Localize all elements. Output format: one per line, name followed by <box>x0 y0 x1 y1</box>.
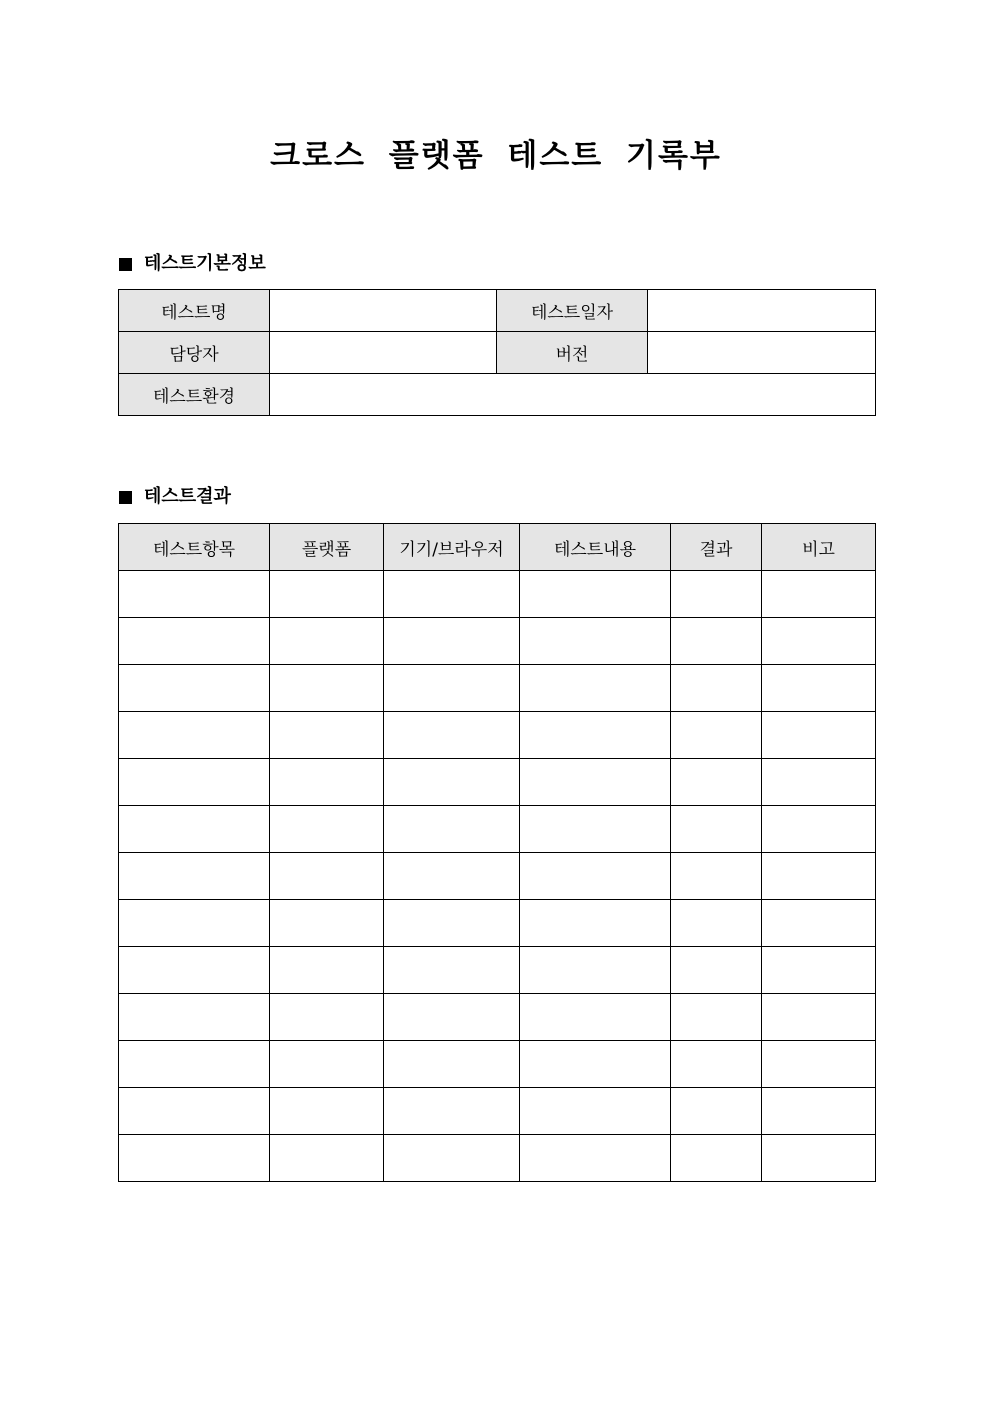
device-browser-cell[interactable] <box>384 900 520 947</box>
device-browser-cell[interactable] <box>384 1088 520 1135</box>
table-row <box>119 759 876 806</box>
table-row <box>119 712 876 759</box>
notes-cell[interactable] <box>762 1088 876 1135</box>
result-cell[interactable] <box>671 1135 762 1182</box>
results-table <box>118 523 876 1182</box>
platform-cell[interactable] <box>270 853 384 900</box>
platform-cell[interactable] <box>270 618 384 665</box>
device-browser-cell[interactable] <box>384 665 520 712</box>
test-content-cell[interactable] <box>520 994 671 1041</box>
platform-cell[interactable] <box>270 571 384 618</box>
section-heading-results <box>119 485 231 509</box>
device-browser-cell[interactable] <box>384 712 520 759</box>
section-heading-label: 테스트결과 <box>144 486 231 507</box>
device-browser-cell[interactable] <box>384 1041 520 1088</box>
table-row <box>119 1041 876 1088</box>
basic-info-row <box>119 374 876 416</box>
basic-info-row <box>119 290 876 332</box>
test-content-cell[interactable] <box>520 571 671 618</box>
result-cell[interactable] <box>671 665 762 712</box>
notes-cell[interactable] <box>762 947 876 994</box>
test-content-cell[interactable] <box>520 759 671 806</box>
platform-cell[interactable] <box>270 1088 384 1135</box>
notes-cell[interactable] <box>762 665 876 712</box>
device-browser-cell[interactable] <box>384 806 520 853</box>
result-cell[interactable] <box>671 947 762 994</box>
test-item-cell[interactable] <box>119 618 270 665</box>
result-cell[interactable] <box>671 1088 762 1135</box>
notes-cell[interactable] <box>762 759 876 806</box>
device-browser-cell[interactable] <box>384 947 520 994</box>
test-name-label: 테스트명 <box>119 290 270 332</box>
platform-cell[interactable] <box>270 665 384 712</box>
platform-cell[interactable] <box>270 900 384 947</box>
version-field[interactable] <box>648 332 876 374</box>
notes-cell[interactable] <box>762 900 876 947</box>
device-browser-cell[interactable] <box>384 994 520 1041</box>
test-item-cell[interactable] <box>119 1088 270 1135</box>
section-heading-basic-info <box>119 252 266 276</box>
test-item-cell[interactable] <box>119 1135 270 1182</box>
test-date-field[interactable] <box>648 290 876 332</box>
result-cell[interactable] <box>671 806 762 853</box>
table-row <box>119 618 876 665</box>
test-item-cell[interactable] <box>119 806 270 853</box>
test-item-cell[interactable] <box>119 712 270 759</box>
section-heading-label: 테스트기본정보 <box>144 253 266 274</box>
result-cell[interactable] <box>671 618 762 665</box>
result-cell[interactable] <box>671 712 762 759</box>
assignee-field[interactable] <box>270 332 497 374</box>
table-row <box>119 665 876 712</box>
column-header-test-item: 테스트항목 <box>119 524 270 571</box>
column-header-result: 결과 <box>671 524 762 571</box>
results-body <box>119 571 876 1182</box>
device-browser-cell[interactable] <box>384 1135 520 1182</box>
square-bullet-icon <box>119 491 132 504</box>
table-row <box>119 1088 876 1135</box>
column-header-test-content: 테스트내용 <box>520 524 671 571</box>
result-cell[interactable] <box>671 853 762 900</box>
notes-cell[interactable] <box>762 994 876 1041</box>
column-header-device-browser: 기기/브라우저 <box>384 524 520 571</box>
table-row <box>119 853 876 900</box>
result-cell[interactable] <box>671 994 762 1041</box>
platform-cell[interactable] <box>270 1041 384 1088</box>
test-content-cell[interactable] <box>520 1041 671 1088</box>
basic-info-row <box>119 332 876 374</box>
test-content-cell[interactable] <box>520 947 671 994</box>
test-content-cell[interactable] <box>520 618 671 665</box>
test-content-cell[interactable] <box>520 853 671 900</box>
notes-cell[interactable] <box>762 1041 876 1088</box>
test-item-cell[interactable] <box>119 994 270 1041</box>
test-item-cell[interactable] <box>119 571 270 618</box>
test-item-cell[interactable] <box>119 665 270 712</box>
notes-cell[interactable] <box>762 618 876 665</box>
result-cell[interactable] <box>671 759 762 806</box>
test-item-cell[interactable] <box>119 853 270 900</box>
device-browser-cell[interactable] <box>384 618 520 665</box>
test-environment-field[interactable] <box>270 374 876 416</box>
table-row <box>119 900 876 947</box>
table-row <box>119 1135 876 1182</box>
test-content-cell[interactable] <box>520 900 671 947</box>
table-row <box>119 806 876 853</box>
notes-cell[interactable] <box>762 853 876 900</box>
test-item-cell[interactable] <box>119 1041 270 1088</box>
notes-cell[interactable] <box>762 571 876 618</box>
test-name-field[interactable] <box>270 290 497 332</box>
version-label: 버전 <box>497 332 648 374</box>
results-header-row <box>119 524 876 571</box>
page-title: 크로스 플랫폼 테스트 기록부 <box>270 138 722 174</box>
result-cell[interactable] <box>671 571 762 618</box>
platform-cell[interactable] <box>270 712 384 759</box>
column-header-notes: 비고 <box>762 524 876 571</box>
test-environment-label: 테스트환경 <box>119 374 270 416</box>
device-browser-cell[interactable] <box>384 853 520 900</box>
device-browser-cell[interactable] <box>384 759 520 806</box>
notes-cell[interactable] <box>762 712 876 759</box>
test-content-cell[interactable] <box>520 1088 671 1135</box>
platform-cell[interactable] <box>270 1135 384 1182</box>
platform-cell[interactable] <box>270 759 384 806</box>
platform-cell[interactable] <box>270 994 384 1041</box>
square-bullet-icon <box>119 258 132 271</box>
test-item-cell[interactable] <box>119 947 270 994</box>
table-row <box>119 947 876 994</box>
test-item-cell[interactable] <box>119 759 270 806</box>
test-content-cell[interactable] <box>520 712 671 759</box>
device-browser-cell[interactable] <box>384 571 520 618</box>
test-item-cell[interactable] <box>119 900 270 947</box>
result-cell[interactable] <box>671 1041 762 1088</box>
basic-info-table <box>118 289 876 416</box>
test-date-label: 테스트일자 <box>497 290 648 332</box>
test-content-cell[interactable] <box>520 1135 671 1182</box>
table-row <box>119 571 876 618</box>
column-header-platform: 플랫폼 <box>270 524 384 571</box>
table-row <box>119 994 876 1041</box>
assignee-label: 담당자 <box>119 332 270 374</box>
platform-cell[interactable] <box>270 806 384 853</box>
result-cell[interactable] <box>671 900 762 947</box>
notes-cell[interactable] <box>762 806 876 853</box>
test-content-cell[interactable] <box>520 665 671 712</box>
platform-cell[interactable] <box>270 947 384 994</box>
notes-cell[interactable] <box>762 1135 876 1182</box>
test-content-cell[interactable] <box>520 806 671 853</box>
